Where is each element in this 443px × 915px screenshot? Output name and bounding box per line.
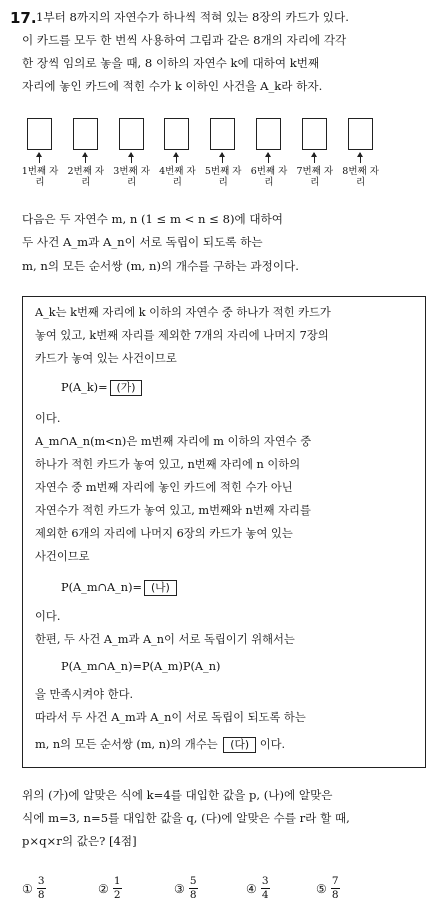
slot-label: 3번째 자리 — [113, 166, 150, 188]
independence-formula: P(A_m∩A_n)=P(A_m)P(A_n) — [61, 660, 221, 673]
intro-line: 이 카드를 모두 한 번씩 사용하여 그림과 같은 8개의 자리에 각각 — [22, 33, 347, 47]
slot-label: 2번째 자리 — [67, 166, 105, 188]
conclusion-line: m, n의 모든 순서쌍 (m, n)의 개수는 (다) 이다. — [35, 738, 286, 751]
choice-3[interactable] — [174, 876, 198, 901]
choice-fraction: $\frac{3}{4}$ — [261, 875, 269, 901]
box-line: 자연수 중 m번째 자리에 놓인 카드에 적힌 수가 아닌 — [35, 481, 293, 494]
blank-ga: (가) — [110, 380, 143, 396]
choice-1[interactable] — [22, 876, 46, 901]
task-line: 두 사건 A_m과 A_n이 서로 독립이 되도록 하는 — [22, 235, 263, 249]
choice-number: ③ — [174, 881, 185, 896]
card-slot — [256, 118, 281, 150]
arrow-up-icon — [85, 153, 86, 163]
slot-label: 6번째 자리 — [250, 166, 288, 188]
question-line: 위의 (가)에 알맞은 식에 k=4를 대입한 값을 p, (나)에 알맞은 — [22, 788, 333, 802]
arrow-up-icon — [268, 153, 269, 163]
intro-line: 한 장씩 임의로 놓을 때, 8 이하의 자연수 k에 대하여 k번째 — [22, 56, 320, 70]
blank-na: (나) — [144, 580, 177, 596]
choice-fraction: $\frac{5}{8}$ — [189, 875, 197, 901]
question-line: 식에 m=3, n=5를 대입한 값을 q, (다)에 알맞은 수를 r라 할 때, — [22, 811, 350, 825]
box-line: 놓여 있고, k번째 자리를 제외한 7개의 자리에 나머지 7장의 — [35, 329, 329, 342]
arrow-up-icon — [360, 153, 361, 163]
card-slot — [73, 118, 98, 150]
proof-box — [22, 296, 426, 768]
card-slot — [27, 118, 52, 150]
task-line: 다음은 두 자연수 m, n (1 ≤ m < n ≤ 8)에 대하여 — [22, 212, 283, 226]
choice-number: ⑤ — [316, 881, 327, 896]
box-line: 을 만족시켜야 한다. — [35, 688, 134, 701]
slot-label: 4번째 자리 — [159, 166, 196, 188]
choice-fraction: $\frac{7}{8}$ — [331, 875, 339, 901]
arrow-up-icon — [39, 153, 40, 163]
intro-line: 자리에 놓인 카드에 적힌 수가 k 이하인 사건을 A_k라 하자. — [22, 79, 323, 93]
question-line: p×q×r의 값은? [4점] — [22, 834, 137, 848]
box-line: 제외한 6개의 자리에 나머지 6장의 카드가 놓여 있는 — [35, 527, 293, 540]
formula-pamn: P(A_m∩A_n)= (나) — [61, 580, 177, 596]
choice-number: ① — [22, 881, 33, 896]
card-slot — [164, 118, 189, 150]
card-slot — [348, 118, 373, 150]
intro-line: 1부터 8까지의 자연수가 하나씩 적혀 있는 8장의 카드가 있다. — [36, 10, 349, 24]
slot-label: 5번째 자리 — [204, 166, 242, 188]
formula-pa: P(A_k)= (가) — [61, 380, 142, 396]
answer-choices — [22, 876, 422, 904]
box-line: 한편, 두 사건 A_m과 A_n이 서로 독립이기 위해서는 — [35, 633, 295, 646]
box-line: 사건이므로 — [35, 550, 90, 563]
box-line: 이다. — [35, 412, 61, 425]
box-line: 이다. — [35, 610, 61, 623]
box-line: 하나가 적힌 카드가 놓여 있고, n번째 자리에 n 이하의 — [35, 458, 301, 471]
problem-number: 17. — [10, 9, 37, 27]
arrow-up-icon — [314, 153, 315, 163]
slot-label: 1번째 자리 — [21, 166, 59, 188]
box-line: A_m∩A_n(m<n)은 m번째 자리에 m 이하의 자연수 중 — [35, 435, 312, 448]
box-line: A_k는 k번째 자리에 k 이하의 자연수 중 하나가 적힌 카드가 — [35, 306, 331, 319]
arrow-up-icon — [131, 153, 132, 163]
card-slot — [210, 118, 235, 150]
box-line: 따라서 두 사건 A_m과 A_n이 서로 독립이 되도록 하는 — [35, 711, 306, 724]
box-line: 카드가 놓여 있는 사건이므로 — [35, 352, 177, 365]
choice-2[interactable] — [98, 876, 122, 901]
choice-fraction: $\frac{3}{8}$ — [37, 875, 45, 901]
choice-5[interactable] — [316, 876, 340, 901]
task-line: m, n의 모든 순서쌍 (m, n)의 개수를 구하는 과정이다. — [22, 259, 299, 273]
choice-number: ④ — [246, 881, 257, 896]
choice-number: ② — [98, 881, 109, 896]
card-slot — [119, 118, 144, 150]
slot-label: 7번째 자리 — [296, 166, 334, 188]
box-line: 자연수가 적힌 카드가 놓여 있고, m번째와 n번째 자리를 — [35, 504, 311, 517]
card-slot — [302, 118, 327, 150]
choice-4[interactable] — [246, 876, 270, 901]
arrow-up-icon — [222, 153, 223, 163]
arrow-up-icon — [176, 153, 177, 163]
choice-fraction: $\frac{1}{2}$ — [113, 875, 121, 901]
blank-da: (다) — [223, 737, 256, 753]
slot-label: 8번째 자리 — [342, 166, 379, 188]
